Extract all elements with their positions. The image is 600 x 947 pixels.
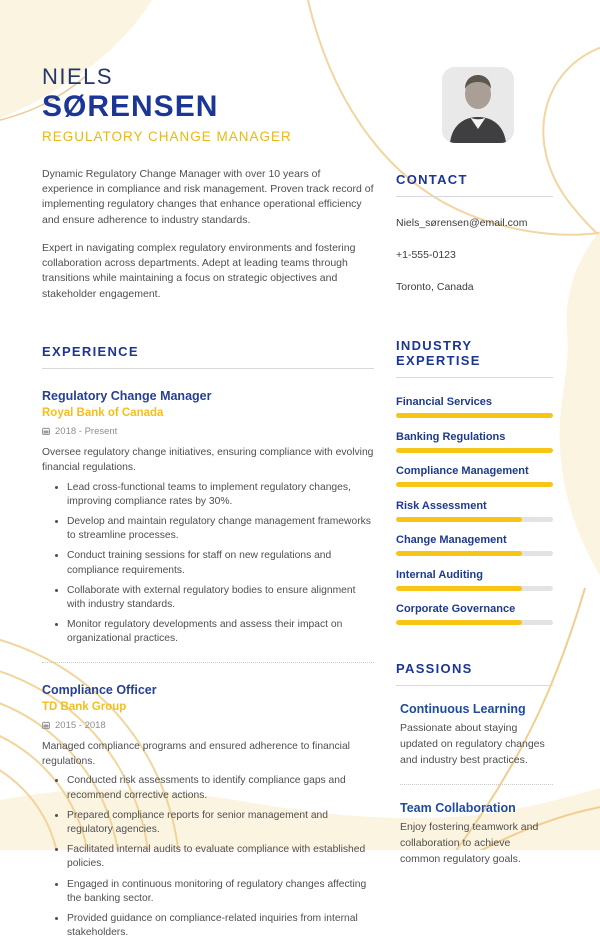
job-bullet: • Collaborate with external regulatory bodies to ensure alignment with industry standards. [67, 584, 374, 612]
skill-item [396, 500, 553, 522]
job-bullet-list [42, 481, 374, 647]
passion-item [396, 702, 553, 768]
experience-section-header: EXPERIENCE [42, 344, 374, 369]
job-bullet: • Provided guidance on compliance-related inquiries from internal stakeholders. [67, 912, 374, 940]
skill-bar-fill [396, 551, 522, 556]
job-bullet: • Conduct training sessions for staff on new regulations and compliance requirements. [67, 549, 374, 577]
skill-item [396, 431, 553, 453]
passion-text: Passionate about staying updated on regulatory changes and industry best practices. [400, 722, 545, 766]
job-bullet-list [42, 774, 374, 940]
contact-location: Toronto, Canada [396, 281, 474, 293]
main-column [42, 0, 374, 947]
job-dates [42, 720, 374, 731]
skill-label: Internal Auditing [396, 568, 483, 581]
skill-item [396, 534, 553, 556]
skill-bar-track [396, 448, 553, 453]
skill-label: Change Management [396, 534, 507, 546]
job-company: TD Bank Group [42, 700, 127, 713]
job-description: Oversee regulatory change initiatives, ensuring compliance with evolving financial regulations. [42, 446, 374, 473]
experience-entry [42, 389, 374, 647]
skill-item [396, 465, 553, 487]
passion-divider [400, 784, 553, 785]
cream-blob-right [560, 232, 600, 576]
skill-item [396, 569, 553, 591]
skill-label: Financial Services [396, 396, 492, 408]
passion-item [396, 801, 553, 867]
skill-bar-fill [396, 517, 522, 522]
job-bullet: • Conducted risk assessments to identify compliance gaps and recommend corrective actions. [67, 774, 374, 802]
passion-title: Continuous Learning [400, 702, 526, 716]
job-title: Regulatory Change Manager [42, 388, 212, 403]
skill-item [396, 396, 553, 418]
skill-bar-fill [396, 620, 522, 625]
calendar-icon [42, 427, 50, 435]
job-title: Compliance Officer [42, 682, 157, 697]
skills-list [396, 396, 553, 625]
skill-bar-track [396, 482, 553, 487]
contact-phone: +1-555-0123 [396, 249, 456, 261]
first-name: NIELS [42, 64, 114, 89]
passions-section-header: PASSIONS [396, 661, 553, 686]
experience-entry [42, 683, 374, 941]
skill-bar-track [396, 551, 553, 556]
sidebar-column [396, 0, 553, 868]
job-company: Royal Bank of Canada [42, 406, 164, 419]
skill-item [396, 603, 553, 625]
job-description: Managed compliance programs and ensured adherence to financial regulations. [42, 740, 350, 767]
summary [42, 167, 374, 302]
experience-divider [42, 662, 374, 663]
job-bullet: • Lead cross-functional teams to implement regulatory changes, improving compliance rates by 30%. [67, 481, 374, 509]
skill-bar-fill [396, 482, 553, 487]
job-bullet: • Develop and maintain regulatory change management frameworks to streamline processes. [67, 515, 374, 543]
job-dates-text: 2015 - 2018 [55, 719, 106, 731]
contact-section-header: CONTACT [396, 172, 553, 197]
job-bullet: • Facilitated internal audits to evaluate compliance with established policies. [67, 843, 374, 871]
summary-paragraph: Expert in navigating complex regulatory environments and fostering collaboration across departments. Adept at leading teams through transitions while maintaining a focus on strategic objectives and stakeholder engagement. [42, 241, 356, 300]
skill-bar-fill [396, 413, 553, 418]
headline-title: REGULATORY CHANGE MANAGER [42, 129, 292, 144]
job-bullet: • Prepared compliance reports for senior management and regulatory agencies. [67, 809, 374, 837]
skill-bar-fill [396, 586, 522, 591]
skill-label: Banking Regulations [396, 430, 506, 443]
name-block [42, 64, 374, 144]
passion-title: Team Collaboration [400, 801, 516, 816]
summary-paragraph: Dynamic Regulatory Change Manager with over 10 years of experience in compliance and risk management. Proven track record of implementing regulatory changes that enhance operational efficiency and ensure adherence to industry standards. [42, 168, 374, 226]
skill-bar-track [396, 586, 553, 591]
skill-bar-track [396, 413, 553, 418]
calendar-icon [42, 721, 50, 729]
skill-label: Corporate Governance [396, 603, 516, 615]
job-bullet: • Engaged in continuous monitoring of regulatory changes affecting the banking sector. [67, 878, 374, 906]
skill-bar-track [396, 517, 553, 522]
job-dates [42, 426, 374, 437]
passion-text: Enjoy fostering teamwork and collaboration to achieve common regulatory goals. [400, 821, 539, 865]
skill-bar-fill [396, 448, 553, 453]
skill-label: Compliance Management [396, 465, 529, 477]
job-bullet: • Monitor regulatory developments and assess their impact on organizational practices. [67, 618, 374, 646]
skill-label: Risk Assessment [396, 499, 487, 512]
contact-email: Niels_sørensen@email.com [396, 217, 528, 229]
profile-photo [442, 67, 514, 143]
profile-photo-graphic [442, 67, 514, 143]
last-name: SØRENSEN [42, 90, 219, 123]
skill-bar-track [396, 620, 553, 625]
expertise-section-header: INDUSTRY EXPERTISE [396, 338, 553, 378]
job-dates-text: 2018 - Present [55, 425, 118, 437]
